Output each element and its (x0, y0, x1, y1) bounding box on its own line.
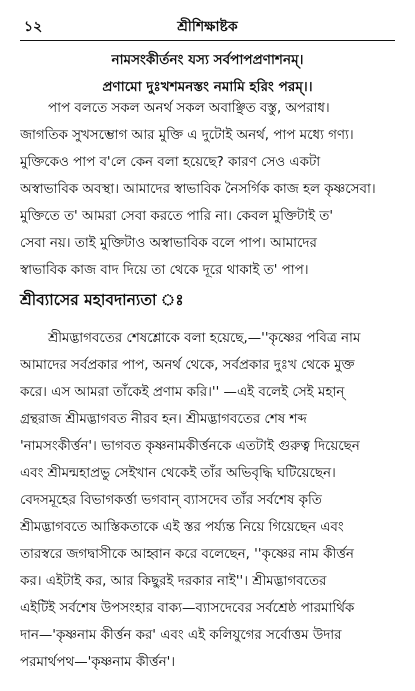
text-line: শ্রীমদ্ভাগবতের শেষশ্লোকে বলা হয়েছে,—''কৃষ্ণের পবিত্র নাম (48, 331, 361, 346)
text-line: অস্বাভাবিক অবস্থা। আমাদের স্বাভাবিক নৈসর্গিক কাজ হল কৃষ্ণসেবা। (20, 182, 376, 197)
verse-line: প্রণামো দুঃখশমনস্তং নমামি হরিং পরম্।। (102, 79, 313, 95)
text-line: গ্রন্থরাজ শ্রীমদ্ভাগবত নীরব হন। শ্রীমদ্ভাগবতের শেষ শব্দ (20, 412, 307, 427)
text-line: আমাদের সর্বপ্রকার পাপ, অনর্থ থেকে, সর্বপ্রকার দুঃখ থেকে মুক্ত (20, 358, 355, 373)
paragraph-1 (20, 95, 395, 284)
sanskrit-verse (20, 47, 395, 101)
text-line: তারস্বরে জগদ্বাসীকে আহ্বান করে বলেছেন, ''কৃষ্ণের নাম কীর্ত্তন (20, 547, 354, 562)
text-line: বেদসমূহের বিভাগকর্ত্তা ভগবান্ ব্যাসদেব তাঁর সর্বশেষ কৃতি (20, 493, 322, 508)
verse-line: নামসংকীর্তনং যস্য সর্বপাপপ্রণাশনম্। (111, 52, 304, 68)
text-line: দান—'কৃষ্ণনাম কীর্ত্তন কর' এবং এই কলিযুগের সর্বোত্তম উদার (20, 628, 342, 643)
text-line: শ্রীমদ্ভাগবতে আস্তিকতাকে এই স্তর পর্য্যন্ত নিয়ে গিয়েছেন এবং (20, 520, 344, 535)
page-header (24, 14, 391, 40)
text-line: এইটিই সর্বশেষ উপসংহার বাক্য—ব্যাসদেবের সর্বশ্রেষ্ঠ পারমার্থিক (20, 601, 355, 616)
text-line: পাপ বলতে সকল অনর্থ সকল অবাঞ্ছিত বস্তু, অপরাধ। (48, 101, 330, 116)
header-divider (20, 40, 395, 41)
text-line: এবং শ্রীমন্মহাপ্রভু সেইখান থেকেই তাঁর অভিবৃদ্ধি ঘটিয়েছেন। (20, 466, 336, 481)
text-line: স্বাভাবিক কাজ বাদ দিয়ে তা থেকে দূরে থাকাই ত' পাপ। (20, 263, 309, 278)
page-number: ১২ (24, 19, 43, 35)
paragraph-2 (20, 325, 395, 676)
text-line: করে। এস আমরা তাঁকেই প্রণাম করি।'' —এই বলেই সেই মহান্ (20, 385, 345, 400)
text-line: 'নামসংকীর্ত্তন'। ভাগবত কৃষ্ণনামকীর্ত্তনকে এতটাই গুরুত্ব দিয়েছেন (20, 439, 360, 454)
text-line: জাগতিক সুখসম্ভোগ আর মুক্তি এ দুটোই অনর্থ, পাপ মধ্যে গণ্য। (20, 128, 354, 143)
section-heading: শ্রীব্যাসের মহাবদান্যতা ঃ (20, 291, 184, 309)
text-line: মুক্তিকেও পাপ ব'লে কেন বলা হয়েছে? কারণ সেও একটা (20, 155, 321, 170)
text-line: সেবা নয়। তাই মুক্তিটাও অস্বাভাবিক বলে পাপ। আমাদের (20, 236, 317, 251)
text-line: কর। এইটাই কর, আর কিছুরই দরকার নাই''। শ্রীমদ্ভাগবতের (20, 574, 327, 589)
running-title: শ্রীশিক্ষাষ্টক (177, 19, 238, 35)
text-line: পরমার্থপথ—'কৃষ্ণনাম কীর্ত্তন'। (20, 655, 176, 670)
text-line: মুক্তিতে ত' আমরা সেবা করতে পারি না। কেবল মুক্তিটাই ত' (20, 209, 334, 224)
